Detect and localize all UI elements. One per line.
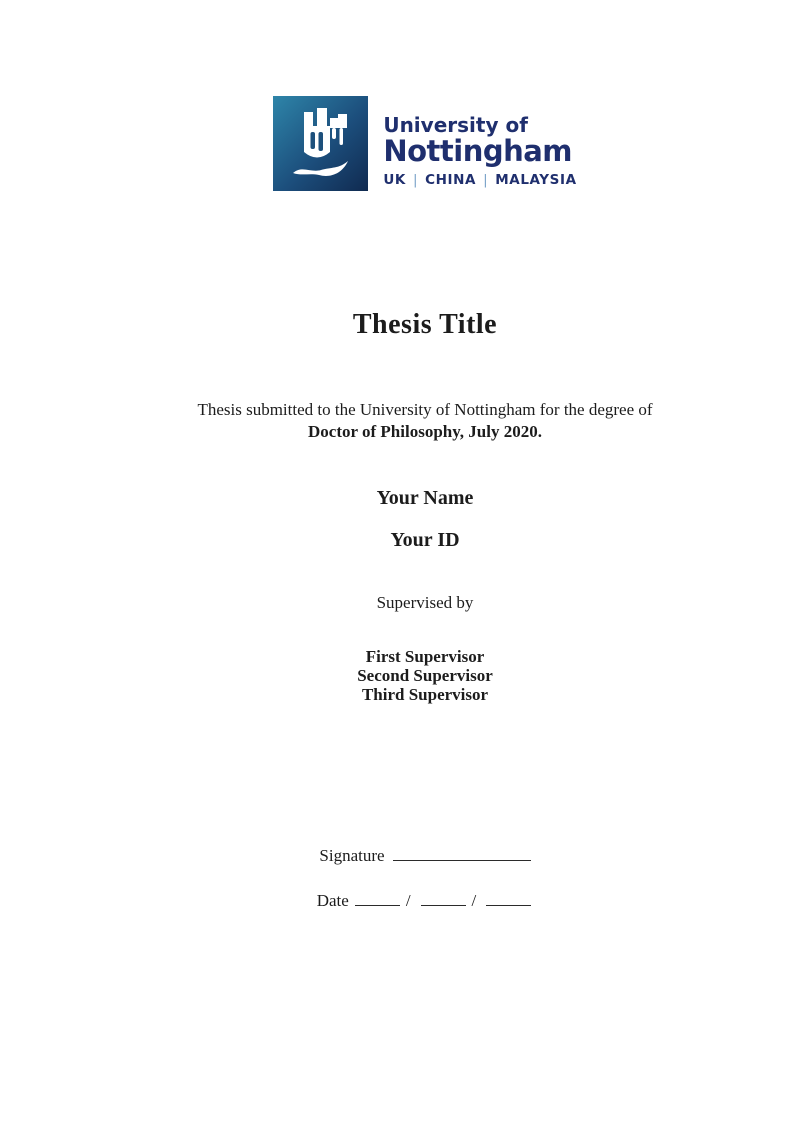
campus-separator: | [483, 172, 489, 188]
logo-row [28, 96, 794, 191]
date-year-blank [486, 904, 531, 906]
logo-gradient-square [273, 96, 368, 191]
university-of-nottingham-logo [273, 96, 576, 191]
logo-university-of: University of [383, 113, 528, 137]
date-row [28, 889, 794, 913]
date-day-blank [355, 904, 400, 906]
campus-separator: | [412, 172, 419, 188]
campus-china: CHINA [425, 172, 477, 188]
supervisor-name: Second Supervisor [357, 666, 493, 685]
submission-line1: Thesis submitted to the University of Nottingham for the degree of [197, 400, 653, 419]
castle-icon [273, 96, 368, 191]
supervised-by-label: Supervised by [376, 593, 474, 612]
campus-uk: UK [383, 172, 406, 188]
supervisor-list [28, 647, 794, 704]
date-month-blank [421, 904, 466, 906]
supervisor-name: Third Supervisor [361, 685, 489, 704]
author-id: Your ID [390, 529, 460, 551]
logo-campuses [383, 172, 576, 188]
thesis-title: Thesis Title [352, 309, 498, 340]
submission-degree-line: Doctor of Philosophy, July 2020. [308, 422, 542, 441]
supervisor-name: First Supervisor [365, 647, 485, 666]
date-label: Date [316, 891, 349, 910]
date-separator: / [471, 891, 477, 910]
date-separator: / [405, 891, 411, 910]
signature-label: Signature [319, 846, 385, 865]
author-name: Your Name [376, 487, 474, 509]
signature-row [28, 844, 794, 868]
logo-nottingham: Nottingham [383, 134, 573, 168]
submission-statement [28, 399, 794, 443]
logo-wordmark [383, 96, 576, 188]
campus-malaysia: MALAYSIA [495, 172, 577, 188]
content-block [28, 0, 794, 913]
signature-blank-line [393, 859, 531, 861]
